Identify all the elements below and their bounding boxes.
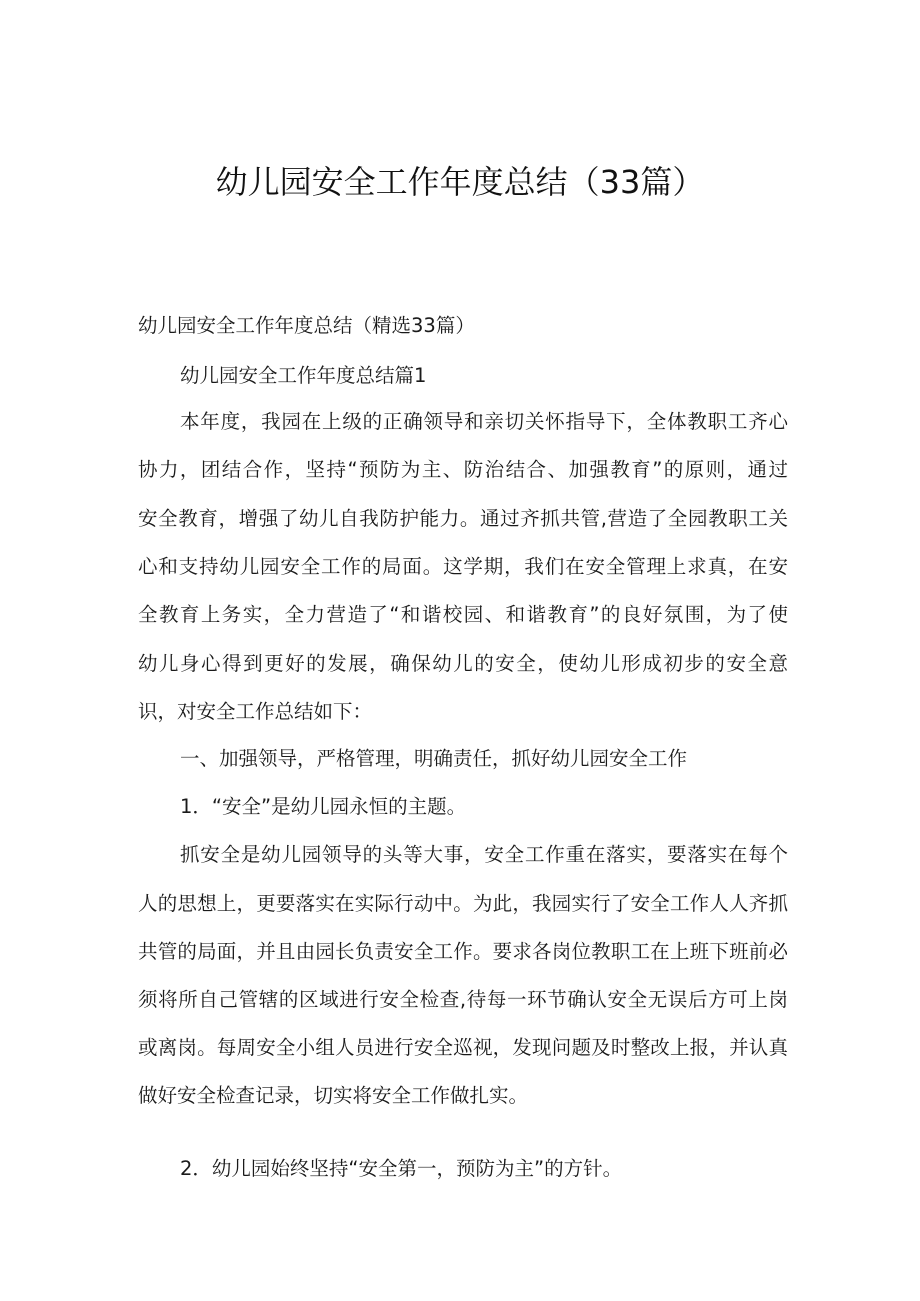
paragraph-line: 幼儿身心得到更好的发展，确保幼儿的安全，使幼儿形成初步的安全意 (138, 652, 788, 675)
section-heading-1: 一、加强领导，严格管理，明确责任，抓好幼儿园安全工作 (180, 747, 688, 770)
paragraph-line: 人的思想上，更要落实在实际行动中。为此，我园实行了安全工作人人齐抓 (138, 892, 788, 915)
paragraph-line: 共管的局面，并且由园长负责安全工作。要求各岗位教职工在上班下班前必 (138, 940, 788, 963)
document-title: 幼儿园安全工作年度总结（33篇） (215, 163, 705, 201)
paragraph-line: 全教育上务实，全力营造了“和谐校园、和谐教育”的良好氛围，为了使 (138, 603, 788, 626)
paragraph-line: 识，对安全工作总结如下： (138, 700, 373, 723)
paragraph-line: 协力，团结合作，坚持“预防为主、防治结合、加强教育”的原则，通过 (138, 458, 788, 481)
paragraph-line: 或离岗。每周安全小组人员进行安全巡视，发现问题及时整改上报，并认真 (138, 1036, 788, 1059)
paragraph-line: 本年度，我园在上级的正确领导和亲切关怀指导下，全体教职工齐心 (180, 410, 788, 433)
paragraph-line: 安全教育，增强了幼儿自我防护能力。通过齐抓共管,营造了全园教职工关 (138, 507, 788, 530)
paragraph-line: 做好安全检查记录，切实将安全工作做扎实。 (138, 1084, 529, 1107)
document-subtitle: 幼儿园安全工作年度总结（精选33篇） (138, 314, 475, 337)
list-item-1: 1．“安全”是幼儿园永恒的主题。 (180, 795, 467, 818)
list-item-2: 2．幼儿园始终坚持“安全第一，预防为主”的方针。 (180, 1157, 623, 1180)
paragraph-line: 心和支持幼儿园安全工作的局面。这学期，我们在安全管理上求真，在安 (138, 555, 788, 578)
paragraph-line: 抓安全是幼儿园领导的头等大事，安全工作重在落实，要落实在每个 (180, 843, 788, 866)
paragraph-line: 须将所自己管辖的区域进行安全检查,待每一环节确认安全无误后方可上岗 (138, 988, 788, 1011)
section-heading: 幼儿园安全工作年度总结篇1 (180, 364, 427, 387)
